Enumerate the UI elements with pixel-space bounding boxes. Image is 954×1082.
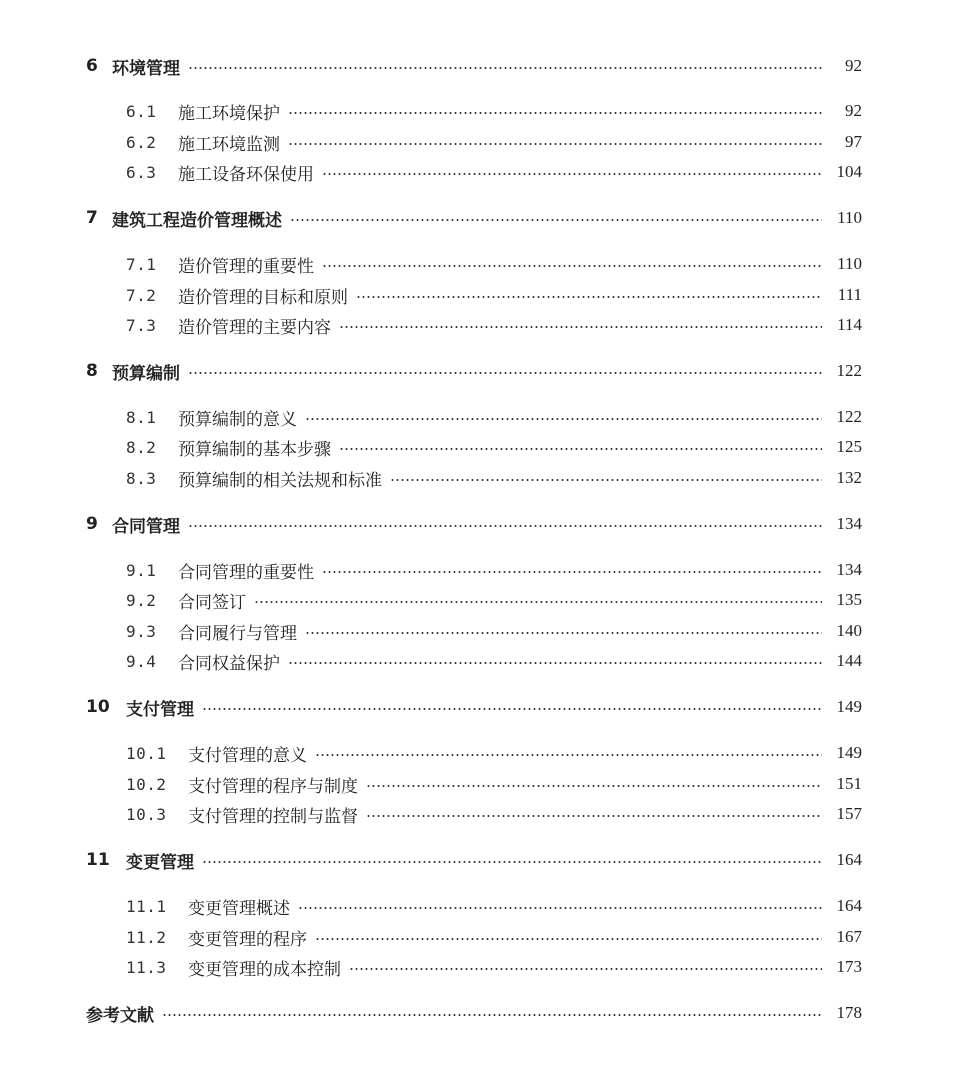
section-number: 11.3 <box>126 957 167 977</box>
page-number: 92 <box>845 101 862 120</box>
section-number: 6.2 <box>126 132 157 152</box>
dot-leader <box>356 296 822 298</box>
dot-leader <box>366 815 822 817</box>
toc-section-8-3[interactable] <box>126 464 862 492</box>
section-number: 9.4 <box>126 651 157 671</box>
dot-leader <box>202 708 822 710</box>
section-title: 变更管理的成本控制 <box>188 959 341 980</box>
dot-leader <box>188 372 822 374</box>
toc-chapter-7[interactable] <box>86 204 862 232</box>
section-number: 11.1 <box>126 896 167 916</box>
section-number: 9.2 <box>126 590 157 610</box>
chapter-number: 6 <box>86 56 98 76</box>
dot-leader <box>288 662 822 664</box>
section-title: 支付管理的程序与制度 <box>188 776 358 797</box>
section-title: 合同管理的重要性 <box>178 562 314 583</box>
page-number: 97 <box>845 132 862 151</box>
section-number: 10.3 <box>126 804 167 824</box>
chapter-title: 环境管理 <box>112 58 180 79</box>
section-title: 施工环境保护 <box>178 103 280 124</box>
toc-section-11-2[interactable] <box>126 923 862 951</box>
section-title: 造价管理的重要性 <box>178 256 314 277</box>
dot-leader <box>188 67 822 69</box>
section-title: 变更管理概述 <box>188 898 290 919</box>
page-number: 134 <box>836 514 862 533</box>
section-number: 6.1 <box>126 101 157 121</box>
chapter-number: 7 <box>86 208 98 228</box>
section-number: 8.2 <box>126 437 157 457</box>
dot-leader <box>315 938 822 940</box>
page-number: 151 <box>836 774 862 793</box>
toc-chapter-8[interactable] <box>86 357 862 385</box>
page-number: 173 <box>836 957 862 976</box>
dot-leader <box>339 326 822 328</box>
dot-leader <box>305 632 822 634</box>
page-number: 92 <box>845 56 862 75</box>
page-number: 164 <box>836 896 862 915</box>
section-title: 施工设备环保使用 <box>178 164 314 185</box>
page-number: 110 <box>837 254 862 273</box>
page-number: 134 <box>836 560 862 579</box>
toc-section-7-2[interactable] <box>126 281 862 309</box>
toc-section-7-1[interactable] <box>126 250 862 278</box>
section-number: 6.3 <box>126 162 157 182</box>
dot-leader <box>315 754 822 756</box>
page-number: 167 <box>836 927 862 946</box>
toc-section-8-2[interactable] <box>126 433 862 461</box>
dot-leader <box>288 143 822 145</box>
page-number: 114 <box>837 315 862 334</box>
section-number: 10.2 <box>126 774 167 794</box>
chapter-title: 预算编制 <box>112 363 180 384</box>
toc-section-10-1[interactable] <box>126 739 862 767</box>
dot-leader <box>162 1014 822 1016</box>
dot-leader <box>390 479 822 481</box>
toc-chapter-11[interactable] <box>86 846 862 874</box>
page-number: 111 <box>837 285 862 304</box>
page-number: 122 <box>836 407 862 426</box>
chapter-title: 支付管理 <box>126 699 194 720</box>
toc-section-9-2[interactable] <box>126 586 862 614</box>
section-title: 施工环境监测 <box>178 134 280 155</box>
section-title: 预算编制的相关法规和标准 <box>178 470 382 491</box>
toc-section-11-1[interactable] <box>126 892 862 920</box>
dot-leader <box>188 525 822 527</box>
section-number: 7.3 <box>126 315 157 335</box>
chapter-title: 变更管理 <box>126 852 194 873</box>
page-number: 164 <box>836 850 862 869</box>
page-number: 140 <box>836 621 862 640</box>
section-title: 预算编制的基本步骤 <box>178 439 331 460</box>
dot-leader <box>288 112 822 114</box>
chapter-number: 9 <box>86 514 98 534</box>
chapter-title: 合同管理 <box>112 516 180 537</box>
dot-leader <box>339 448 822 450</box>
page-number: 149 <box>836 743 862 762</box>
references-title: 参考文献 <box>86 1005 154 1026</box>
toc-chapter-10[interactable] <box>86 693 862 721</box>
section-number: 9.3 <box>126 621 157 641</box>
page-number: 122 <box>836 361 862 380</box>
chapter-number: 10 <box>86 697 110 717</box>
toc-section-6-3[interactable] <box>126 158 862 186</box>
page-number: 157 <box>836 804 862 823</box>
section-number: 9.1 <box>126 560 157 580</box>
dot-leader <box>254 601 822 603</box>
page-number: 125 <box>836 437 862 456</box>
toc-section-10-3[interactable] <box>126 800 862 828</box>
toc-section-6-2[interactable] <box>126 128 862 156</box>
toc-section-10-2[interactable] <box>126 770 862 798</box>
section-title: 造价管理的主要内容 <box>178 317 331 338</box>
dot-leader <box>322 173 822 175</box>
section-title: 预算编制的意义 <box>178 409 297 430</box>
page-number: 132 <box>836 468 862 487</box>
section-number: 7.2 <box>126 285 157 305</box>
section-number: 8.3 <box>126 468 157 488</box>
dot-leader <box>202 861 822 863</box>
section-number: 7.1 <box>126 254 157 274</box>
page-number: 178 <box>836 1003 862 1022</box>
toc-section-11-3[interactable] <box>126 953 862 981</box>
section-title: 合同履行与管理 <box>178 623 297 644</box>
toc-section-7-3[interactable] <box>126 311 862 339</box>
section-title: 合同签订 <box>178 592 246 613</box>
toc-section-9-3[interactable] <box>126 617 862 645</box>
section-title: 合同权益保护 <box>178 653 280 674</box>
toc-chapter-6[interactable] <box>86 52 862 80</box>
dot-leader <box>322 571 822 573</box>
section-title: 造价管理的目标和原则 <box>178 287 348 308</box>
page-number: 144 <box>836 651 862 670</box>
dot-leader <box>298 907 822 909</box>
toc-section-6-1[interactable] <box>126 97 862 125</box>
page-number: 149 <box>836 697 862 716</box>
dot-leader <box>322 265 822 267</box>
dot-leader <box>290 219 822 221</box>
toc-section-9-4[interactable] <box>126 647 862 675</box>
dot-leader <box>305 418 822 420</box>
section-number: 11.2 <box>126 927 167 947</box>
section-number: 8.1 <box>126 407 157 427</box>
page-number: 104 <box>836 162 862 181</box>
page-number: 135 <box>836 590 862 609</box>
dot-leader <box>349 968 822 970</box>
chapter-title: 建筑工程造价管理概述 <box>112 210 282 231</box>
section-number: 10.1 <box>126 743 167 763</box>
toc-references[interactable] <box>86 999 862 1027</box>
dot-leader <box>366 785 822 787</box>
chapter-number: 11 <box>86 850 110 870</box>
section-title: 支付管理的意义 <box>188 745 307 766</box>
page-number: 110 <box>837 208 862 227</box>
toc-section-8-1[interactable] <box>126 403 862 431</box>
section-title: 变更管理的程序 <box>188 929 307 950</box>
toc-chapter-9[interactable] <box>86 510 862 538</box>
toc-section-9-1[interactable] <box>126 556 862 584</box>
chapter-number: 8 <box>86 361 98 381</box>
section-title: 支付管理的控制与监督 <box>188 806 358 827</box>
